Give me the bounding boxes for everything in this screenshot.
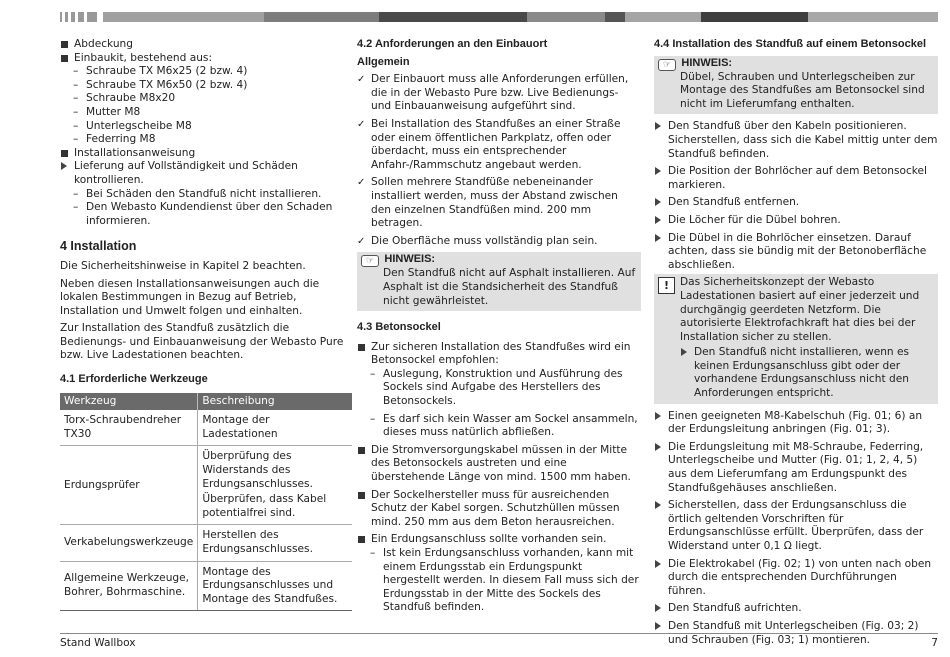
header-bar-segment xyxy=(625,12,701,22)
list-item: Die Stromversorgungskabel müssen in der Mitte des Betonsockels austreten und eine überstehende Länge von mind. 1500 mm haben. xyxy=(357,444,641,485)
paragraph: Die Sicherheitshinweise in Kapitel 2 beachten. xyxy=(60,259,306,272)
step-item: Einen geeigneten M8-Kabelschuh (Fig. 01; 6) an der Erdungsleitung anbringen (Fig. 01; 3). xyxy=(654,410,938,437)
note-label: HINWEIS: xyxy=(384,253,436,266)
warning-icon: ! xyxy=(658,277,675,294)
list-item: Der Sockelhersteller muss für ausreichenden Schutz der Kabel sorgen. Schutzhüllen müssen mind. 250 mm aus dem Beton herausreichen. xyxy=(357,489,641,530)
section-heading-installation: 4 Installation xyxy=(60,239,137,254)
note-text: Dübel, Schrauben und Unterlegscheiben zur Montage des Standfußes am Betonsockel sind nicht im Lieferumfang enthalten. xyxy=(680,70,925,110)
table-cell: Herstellen des Erdungsanschlusses. xyxy=(198,525,352,561)
header-bar-segment xyxy=(87,12,97,22)
installation-steps xyxy=(654,120,938,272)
cell-text: Überprüfen, dass Kabel potentialfrei sind. xyxy=(202,493,327,519)
tools-table xyxy=(60,393,352,612)
step-item: Die Dübel in die Bohrlöcher einsetzen. Darauf achten, dass sie bündig mit der Betonoberfläche abschließen. xyxy=(654,232,938,273)
header-bar-segment xyxy=(103,12,264,22)
header-bar-segment xyxy=(65,12,68,22)
note-box xyxy=(357,252,641,311)
paragraph: Neben diesen Installationsanweisungen auch die lokalen Bestimmungen in Bezug auf Betrieb, Installation und Umwelt folgen und einhalten. xyxy=(60,277,320,317)
delivery-list xyxy=(60,38,352,228)
cell-text: Überprüfung des Widerstands des Erdungsanschlusses. xyxy=(202,450,313,490)
section-heading-requirements: 4.2 Anforderungen an den Einbauort xyxy=(357,38,548,50)
checklist-item: ✓ Bei Installation des Standfußes an einer Straße oder einem öffentlichen Parkplatz, offen oder überdacht, muss ein entsprechender Anfahr-/Rammschutz angebaut werden. xyxy=(357,118,641,172)
checklist-item: ✓ Der Einbauort muss alle Anforderungen erfüllen, die in der Webasto Pure bzw. Live Bedienungs- und Einbauanweisung aufgeführt sind. xyxy=(357,73,641,114)
table-cell xyxy=(198,446,352,525)
list-item: – Schraube TX M6x25 (2 bzw. 4) xyxy=(60,65,352,79)
list-item: Installationsanweisung xyxy=(60,147,352,161)
section-heading-concrete-base: 4.3 Betonsockel xyxy=(357,321,441,334)
note-text: Den Standfuß nicht auf Asphalt installieren. Auf Asphalt ist die Standsicherheit des Standfuß nicht gewährleistet. xyxy=(383,267,636,307)
section-heading-tools: 4.1 Erforderliche Werkzeuge xyxy=(60,373,208,386)
list-item: – Den Webasto Kundendienst über den Schaden informieren. xyxy=(60,201,352,228)
step-item: Den Standfuß entfernen. xyxy=(654,196,938,210)
list-item: – Schraube M8x20 xyxy=(60,92,352,106)
header-bar-segment xyxy=(808,12,938,22)
list-item: – Schraube TX M6x50 (2 bzw. 4) xyxy=(60,79,352,93)
table-cell: Erdungsprüfer xyxy=(60,446,198,525)
header-bar-segment xyxy=(264,12,379,22)
step-item: Den Standfuß aufrichten. xyxy=(654,602,938,616)
warning-box xyxy=(654,274,938,403)
table-header-row xyxy=(60,393,352,411)
section-heading-installation-concrete: 4.4 Installation des Standfuß auf einem Betonsockel xyxy=(654,38,927,50)
table-cell: Montage der Ladestationen xyxy=(198,410,352,446)
list-item: Lieferung auf Vollständigkeit und Schäden kontrollieren. xyxy=(60,160,352,187)
table-row xyxy=(60,446,352,525)
list-item: – Unterlegscheibe M8 xyxy=(60,120,352,134)
checklist-item: ✓ Die Oberfläche muss vollständig plan sein. xyxy=(357,235,641,249)
list-item: Einbaukit, bestehend aus: xyxy=(60,52,352,66)
table-row xyxy=(60,561,352,611)
header-bar-segment xyxy=(379,12,527,22)
column-header: Beschreibung xyxy=(198,393,352,411)
footer-divider xyxy=(60,633,938,634)
table-cell: Allgemeine Werkzeuge, Bohrer, Bohrmaschine. xyxy=(60,561,198,611)
list-item: – Mutter M8 xyxy=(60,106,352,120)
pointing-hand-icon: ☞ xyxy=(658,59,676,71)
paragraph: Zur Installation des Standfuß zusätzlich die Bedienungs- und Einbauanweisung der Webasto Pure bzw. Live Ladestationen beachten. xyxy=(60,322,344,362)
table-row xyxy=(60,525,352,561)
requirements-checklist xyxy=(357,73,641,248)
list-item: – Es darf sich kein Wasser am Sockel ansammeln, dieses muss natürlich abfließen. xyxy=(357,413,641,440)
step-item: Die Löcher für die Dübel bohren. xyxy=(654,214,938,228)
step-item: Den Standfuß über den Kabeln positionieren. Sicherstellen, dass sich die Kabel mittig unter dem Standfuß befinden. xyxy=(654,120,938,161)
list-item: – Federring M8 xyxy=(60,133,352,147)
header-bar-segment xyxy=(701,12,808,22)
step-item: Die Erdungsleitung mit M8-Schraube, Federring, Unterlegscheibe und Mutter (Fig. 01; 1, 2, 4, 5) aus dem Lieferumfang am Erdungspunkt des Standfußgehäuses anschließen. xyxy=(654,441,938,495)
note-box xyxy=(654,56,938,115)
column-right xyxy=(654,38,938,647)
table-cell: Verkabelungswerkzeuge xyxy=(60,525,198,561)
list-item: – Auslegung, Konstruktion und Ausführung des Sockels sind Aufgabe des Herstellers des Betonsockels. xyxy=(357,368,641,409)
step-item: Die Elektrokabel (Fig. 02; 1) von unten nach oben durch die entsprechenden Durchführungen führen. xyxy=(654,558,938,599)
concrete-base-list xyxy=(357,341,641,615)
table-cell: Montage des Erdungsanschlusses und Montage des Standfußes. xyxy=(198,561,352,611)
column-middle xyxy=(357,38,641,615)
step-item: Die Position der Bohrlöcher auf dem Betonsockel markieren. xyxy=(654,165,938,192)
warning-step: Den Standfuß nicht installieren, wenn es keinen Erdungsanschluss gibt oder der vorhandene Erdungsanschluss nicht den Anforderungen entspricht. xyxy=(680,346,934,400)
column-left xyxy=(60,38,352,611)
list-item: Ein Erdungsanschluss sollte vorhanden sein. xyxy=(357,533,641,547)
table-row xyxy=(60,410,352,446)
grounding-steps xyxy=(654,410,938,648)
list-item: – Bei Schäden den Standfuß nicht installieren. xyxy=(60,188,352,202)
header-bar xyxy=(60,12,938,22)
footer-title: Stand Wallbox xyxy=(60,637,136,649)
page-number: 7 xyxy=(931,637,938,649)
header-bar-segment xyxy=(71,12,75,22)
step-item: Den Standfuß mit Unterlegscheiben (Fig. 03; 2) und Schrauben (Fig. 03; 1) montieren. xyxy=(654,620,938,647)
list-item: Abdeckung xyxy=(60,38,352,52)
warning-text: Das Sicherheitskonzept der Webasto Ladestationen basiert auf einer jederzeit und durchgängig geerdeten Netzform. Die autorisierte Elektrofachkraft hat dies bei der Installation sicher zu stellen. xyxy=(680,276,920,343)
subheading-general: Allgemein xyxy=(357,55,410,68)
step-item: Sicherstellen, dass der Erdungsanschluss die örtlich geltenden Vorschriften für Erdungsanschlüsse erfüllt. Überprüfen, dass der Widerstand unter 0,1 Ω liegt. xyxy=(654,499,938,553)
column-header: Werkzeug xyxy=(60,393,198,411)
list-item: – Ist kein Erdungsanschluss vorhanden, kann mit einem Erdungsstab ein Erdungspunkt hergestellt werden. In diesem Fall muss sich der Erdungsstab in der Mitte des Sockels des Standfuß befinden. xyxy=(357,547,641,615)
checklist-item: ✓ Sollen mehrere Standfüße nebeneinander installiert werden, muss der Abstand zwischen den einzelnen Standfüßen mind. 200 mm betragen. xyxy=(357,176,641,230)
header-bar-segment xyxy=(605,12,625,22)
table-cell: Torx-Schraubendreher TX30 xyxy=(60,410,198,446)
header-bar-segment xyxy=(60,12,62,22)
pointing-hand-icon: ☞ xyxy=(361,255,379,267)
note-label: HINWEIS: xyxy=(681,56,733,69)
header-bar-segment xyxy=(78,12,84,22)
list-item: Zur sicheren Installation des Standfußes wird ein Betonsockel empfohlen: xyxy=(357,341,641,368)
header-bar-segment xyxy=(527,12,605,22)
